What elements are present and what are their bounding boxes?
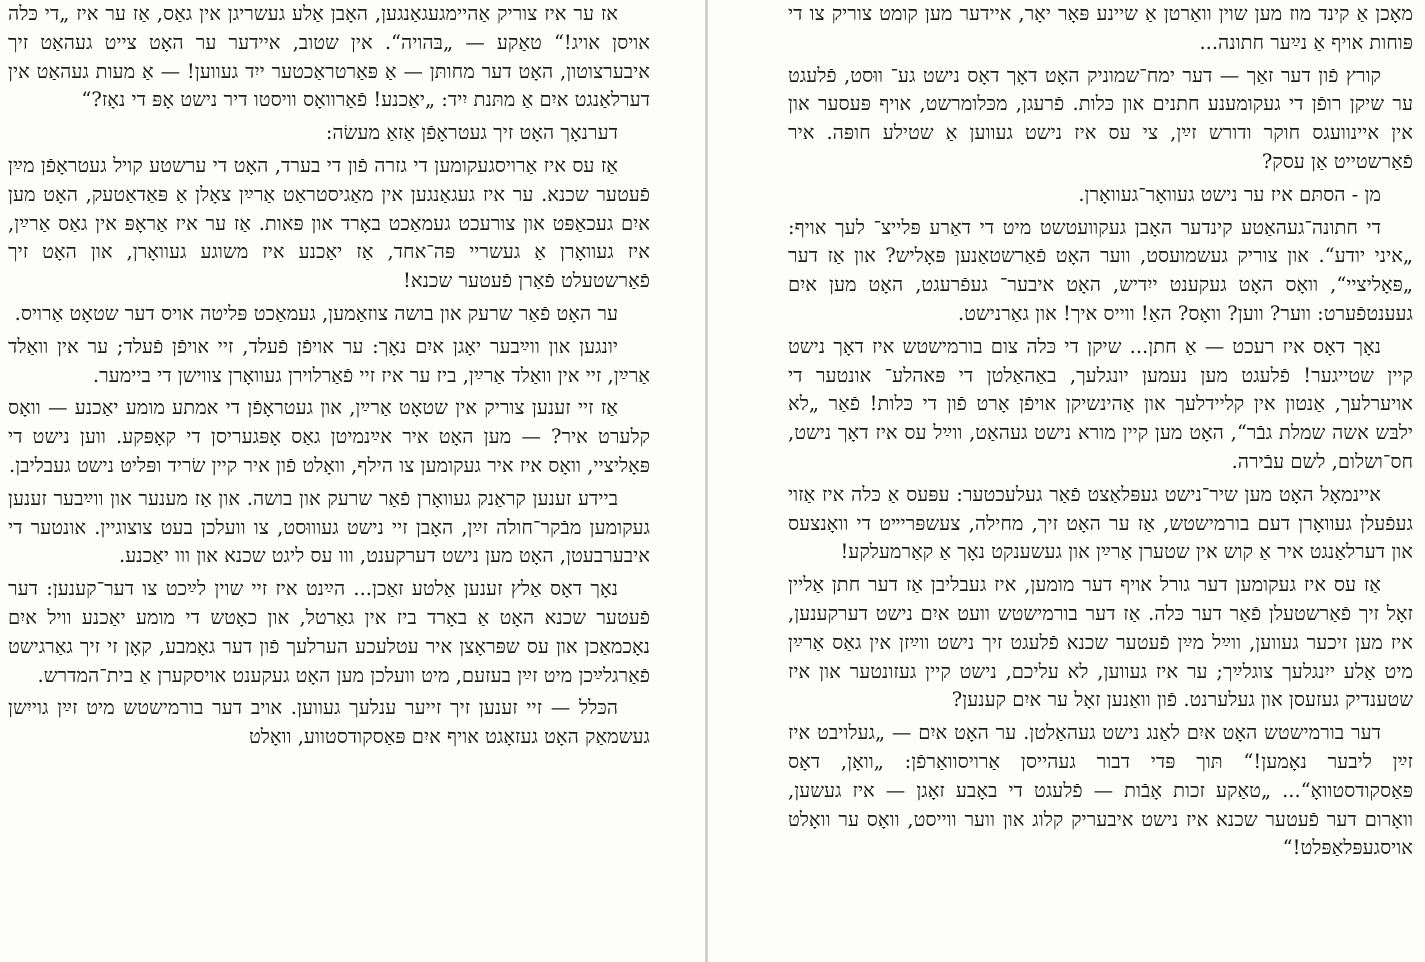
left-paragraph-1: אז ער איז צוריק אַהיימגעגאַנגען, האָבן אַלע געשריגן אין גאַס, אַז ער איז „די כּלה אויסן אויג!“ טאַקע — „בּהויה“. אין שטוב, איידער ער האָט צייט געהאַט זיך איבערצוטון, האָט דער מחותּן — אַ פּאַרטראַכטער ייִד געווען! — אַ מעות געהאַט אין דערלאַנגט איִם אַ מתּנת יִיד: „יאַכנע! פֿאַרוואָס וויסטו דיר נישט אָפּ די נאָז?“ bbox=[8, 2, 650, 112]
right-paragraph-1: מאָכן אַ קינד מוז מען שוין וואַרטן אַ שיינע פּאָר יאָר, איידער מען קומט צוריק צו די פּוחות אויף אַ נײַער חתונה... bbox=[788, 2, 1413, 54]
right-page bbox=[788, 0, 1413, 962]
right-paragraph-2: קורץ פֿון דער זאַך — דער ימח־שמוניק האָט דאָך דאָס נישט גע־ ווּסט, פֿלעגט ער שיקן רופֿן די געקומענע חתנים און כּלות. פֿרעגן, מכּלומרשט, אויף פּעסער און אין איינוועגס חוקר ודורש זײַן, צי עס איז נישט געווען אַ שטילע חופּה. איר פֿאַרשטייט אַן עסק? bbox=[788, 63, 1413, 173]
left-page bbox=[8, 0, 650, 962]
right-paragraph-5: נאָך דאָס איז רעכט — אַ חתן... שיקן די כּלה צום בורמישטש איז דאָך נישט קיין שטייגער! פֿלעגט מען נעמען יונגלעך, באַהאַלטן די פּאהלע־ אונטער די אויערלעך, אַנטון אין קליידלעך און אַהינשיקן אויפֿן אָרט פֿון די כּלות! פֿאַר „לא ילבּש אשה שמלת גבֿר“, האָט מען קיין מורא נישט געהאַט, ווײַל עס איז דאָך נישט, חס־ושלום, לשם עבֿירה. bbox=[788, 334, 1413, 473]
left-paragraph-5: יונגען און ווײַבער יאָגן איִם נאָך: ער אויפֿן פֿעלד, זיי אויפֿן פֿעלד; ער אין וואַלד אַרײַן, זיי אין וואַלד אַרײַן, ביז ער איז זיי פֿאַרלוירן געוואָרן צווישן די ביימער. bbox=[8, 334, 650, 387]
right-paragraph-6: איינמאָל האָט מען שיר־נישט געפּלאַצט פֿאַר געלעכטער: עפּעס אַ כּלה איז אַזוי געפֿעלן געוואָרן דעם בורמישטש, אַז ער האָט זיך, מחילה, צעשפּריײט די וואָנצעס און דערלאַנגט איר אַ קוש אין שטערן אַרײַן און געשענקט נאָך אַ קאַרמעלקע! bbox=[788, 482, 1413, 564]
left-paragraph-2: דערנאָך האָט זיך געטראָפֿן אַזאַ מעשׂה: bbox=[325, 121, 618, 145]
left-paragraph-9: הכּלל — זיי זענען זיך זייער ענלעך געווען. אויב דער בורמישטש מיט זײַן גוייִשן געשמאַק האָט געזאָגט אויף איִם פּאַסקודסטווע, וואָלט bbox=[8, 696, 650, 749]
left-paragraph-6: אַז זיי זענען צוריק אין שטאָט אַרײַן, און געטראָפֿן די אמתע מומע יאַכנע — וואָס קלערט איר? — מען האָט איר אײַנמיטן גאַס אָפּגעריסן די קאָפּקע. ווען נישט די פּאָליציי, וואָס איז איר געקומען צו הילף, וואָלט פֿון איר קיין שׂריד ופּליט נישט געבליבן. bbox=[8, 396, 650, 477]
left-paragraph-7: ביידע זענען קראַנק געוואָרן פֿאַר שרעק און בושה. און אַז מענער און ווײַבער זענען געקומען מבֿקר־חולה זײַן, האָבן זיי נישט געוווּסט, צו וועלכן בעט צוצוגיין. אונטער די איבערבעטן, האָט מען נישט דערקענט, ווו עס ליגט שכנא און ווו יאַכנע. bbox=[8, 486, 650, 568]
right-paragraph-7: אַז עס איז געקומען דער גורל אויף דער מומען, איז געבליבן אַז דער חתן אַליין זאָל זיך פֿאַרשטעלן פֿאַר דער כּלה. אַז דער בורמישטש וועט איִם נישט דערקענען, איז מען זיכער געווען, ווײַל מײַן פֿעטער שכנא פֿלעגט זיך נישט ווײַזן אין גאַס אַרײַן מיט אַלע ייִנגלעך צוגלײַך; ער איז געווען, לא עליכם, נישט קיין געזונטער און איז שטענדיק געזעסן און געלערנט. פֿון וואַנען זאָל ער איִם קענען? bbox=[788, 573, 1413, 712]
right-paragraph-4: די חתונה־געהאַטע קינדער האָבן געקוועטשט מיט די דאַרע פּלייצ־ לעך אויף: „איני יודע“. און צוריק געשמועסט, ווער האָט פֿאַרשטאַנען פּאָליש? און אַז דער „פּאָליציי“, וואָס האָט געקענט ייִדיש, האָט איבער־ געפֿרעגט, האָט מען איִם געענטפֿערט: ווער? ווען? וואָס? האַ! ווייס איך! און גאַרנישט. bbox=[788, 215, 1413, 325]
right-paragraph-8: דער בורמישטש האָט איִם לאַנג נישט געהאַלטן. ער האָט איִם — „געלויבט איז זײַן ליבער נאָמען!“ תּוך פּדי דבור געהייסן אַרויסוואַרפֿן: „וואָן, דאָס פּאַסקודסטוואָ“... „טאַקע זכות אָבֿות — פֿלעגט די באָבע זאָגן — איז געשען, וואָרום דער פֿעטער שכנא איז נישט איבעריק קלוג און ווער ווייסט, וואָס ער וואָלט אויסגעפּלאַפּלט!“ bbox=[788, 721, 1413, 860]
left-paragraph-3: אַז עס איז אַרויסגעקומען די גזרה פֿון די בערד, האָט די ערשטע קויל געטראָפֿן מײַן פֿעטער שכנא. ער איז געגאַנגען אין מאַגיסטראַט אַרײַן צאָלן אַ פּאַדאַטעק, האָט מען איִם געכאַפּט און צורעכט געמאַכט באָרד און פּאות. אַז ער איז אַראָפּ אין גאַס אַרײַן, איז געוואָרן אַ געשריי פּה־אחד, אַז יאַכנע איז משוגע געוואָרן, און האָט זיך פֿאַרשטעלט פֿאַרן פֿעטער שכנא! bbox=[8, 153, 650, 293]
left-paragraph-4: ער האָט פֿאַר שרעק און בושה צוזאַמען, געמאַכט פּליטה אויס דער שטאָט אַרויס. bbox=[14, 301, 618, 325]
left-paragraph-8: נאָך דאָס אַלץ זענען אַלטע זאַכן... הײַנט איז זיי שוין לײַכט צו דער־קענען: דער פֿעטער שכנא האָט אַ באָרד ביז אין גאַרטל, און כאָטש די מומע יאַכנע וויל איִם נאָכמאַכן און עס שפּראָצן איר עטלעכע הערלעך פֿון דער גאָמבע, קאָן זי זיך גאַרגישט פֿאַרגלײַכן מיט זײַן בעזעם, מיט וועלכן מען האָט געקענט אויסקערן אַ בית־המדרש. bbox=[8, 577, 650, 687]
right-paragraph-3: מן - הסתּם איז ער נישט געוואָר־געוואָרן. bbox=[1078, 182, 1381, 206]
book-spine bbox=[705, 0, 708, 962]
